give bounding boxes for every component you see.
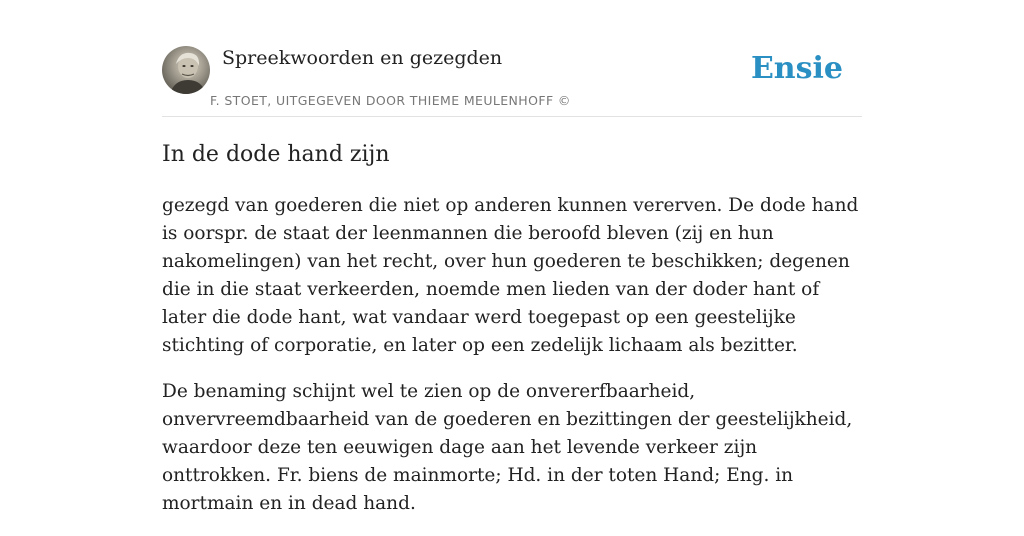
ensie-logo-link[interactable]: Ensie — [750, 51, 843, 86]
author-byline: F. STOET, UITGEGEVEN DOOR THIEME MEULENHOFF © — [210, 93, 571, 108]
author-portrait-icon[interactable] — [162, 46, 210, 94]
page-header — [162, 46, 862, 117]
book-title[interactable]: Spreekwoorden en gezegden — [222, 47, 503, 69]
entry-paragraph: gezegd van goederen die niet op anderen kunnen vererven. De dode hand is oorspr. de staat der leenmannen die beroofd bleven (zij en hun nakomelingen) van het recht, over hun goederen te beschikken; degenen die in die staat verkeerden, noemde men lieden van der doder hant of later die dode hant, wat vandaar werd toegepast op een geestelijke stichting of corporatie, en later op een zedelijk lichaam als bezitter. — [162, 195, 859, 356]
entry-body — [162, 192, 862, 536]
entry-paragraph: De benaming schijnt wel te zien op de onvererfbaarheid, onvervreemdbaarheid van de goederen en bezittingen der geestelijkheid, waardoor deze ten eeuwigen dage aan het levende verkeer zijn onttrokken. Fr. biens de mainmorte; Hd. in der toten Hand; Eng. in mortmain en in dead hand. — [162, 381, 853, 514]
entry-title: In de dode hand zijn — [162, 142, 390, 167]
